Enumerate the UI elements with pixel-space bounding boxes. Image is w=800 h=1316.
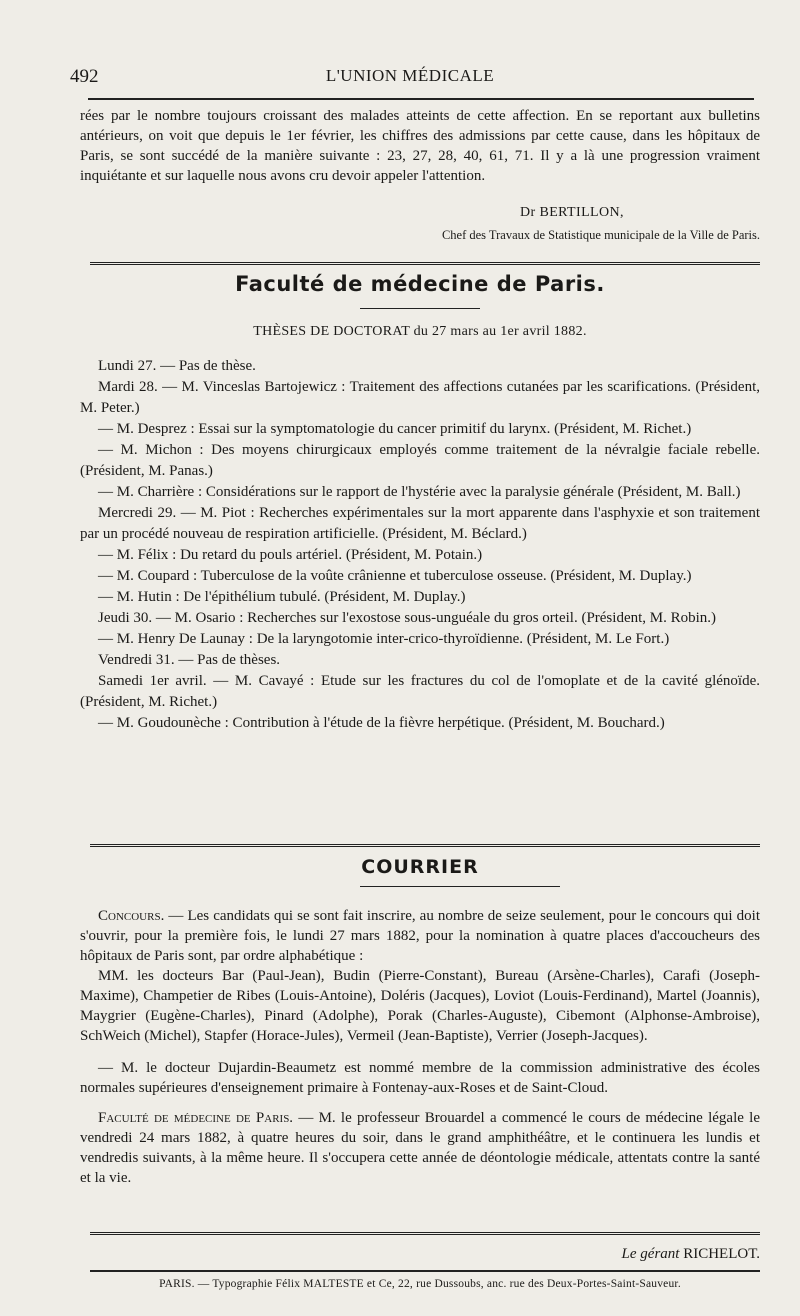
- page-header: [70, 66, 750, 94]
- courrier-block: [80, 906, 760, 1188]
- thesis-entry: — M. Desprez : Essai sur la symptomatologie du cancer primitif du larynx. (Président, M. Richet.): [98, 421, 692, 437]
- theses-list: [80, 356, 760, 734]
- thesis-entry: Jeudi 30. — M. Osario : Recherches sur l'exostose sous-unguéale du gros orteil. (Président, M. Robin.): [98, 610, 717, 626]
- faculte-course-text: — M. le professeur Brouardel a commencé le cours de médecine légale le vendredi 24 mars 1882, à quatre heures du soir, dans le grand amphithéâtre, et le continuera les lundis et vendredis suivants, à la même heure. Il s'occupera cette année de déontologie médicale, attentats contre la santé et la vie.: [80, 1110, 760, 1186]
- thesis-entry: Lundi 27. — Pas de thèse.: [98, 358, 256, 374]
- thesis-entry: Vendredi 31. — Pas de thèses.: [98, 652, 281, 668]
- courrier-heading: COURRIER: [361, 856, 479, 878]
- concours-paragraph: [80, 906, 760, 966]
- dujardin-paragraph: — M. le docteur Dujardin-Beaumetz est nommé membre de la commission administrative des écoles normales supérieures d'enseignement primaire à Fontenay-aux-Roses et de Saint-Cloud.: [80, 1060, 760, 1096]
- footer-rule: [90, 1270, 760, 1272]
- faculte-heading: Faculté de médecine de Paris.: [235, 272, 605, 296]
- gerant-name: RICHELOT.: [683, 1246, 760, 1262]
- faculte-label: Faculté de médecine de Paris.: [98, 1110, 294, 1126]
- page-number: 492: [70, 66, 99, 87]
- printer-imprint: PARIS. — Typographie Félix MALTESTE et Ce, 22, rue Dussoubs, anc. rue des Deux-Portes-Saint-Sauveur.: [159, 1278, 681, 1290]
- thesis-entry: — M. Hutin : De l'épithélium tubulé. (Président, M. Duplay.): [98, 589, 466, 605]
- gerant-signature: [420, 1246, 760, 1263]
- thesis-entry: — M. Coupard : Tuberculose de la voûte crânienne et tuberculose osseuse. (Président, M. Duplay.): [98, 568, 692, 584]
- thesis-entry: — M. Charrière : Considérations sur le rapport de l'hystérie avec la paralysie générale (Président, M. Ball.): [98, 484, 741, 500]
- gerant-label: Le gérant: [621, 1246, 680, 1262]
- signature-title: Chef des Travaux de Statistique municipale de la Ville de Paris.: [441, 228, 760, 242]
- thesis-entry: Mardi 28. — M. Vinceslas Bartojewicz : Traitement des affections cutanées par les scarifications. (Président, M. Peter.): [80, 379, 760, 416]
- concours-text: — Les candidats qui se sont fait inscrire, au nombre de seize seulement, pour le concours qui doit s'ouvrir, pour la première fois, le lundi 27 mars 1882, pour la nomination à quatre places d'accoucheurs des hôpitaux de Paris sont, par ordre alphabétique :: [80, 908, 760, 964]
- section-double-rule: [90, 844, 760, 847]
- section-double-rule: [90, 262, 760, 265]
- thesis-entry: — M. Félix : Du retard du pouls artériel. (Président, M. Potain.): [98, 547, 483, 563]
- signature-name: Dr BERTILLON,: [520, 205, 624, 220]
- heading-underline: [360, 308, 480, 309]
- heading-underline: [360, 886, 560, 887]
- thesis-entry: — M. Goudounèche : Contribution à l'étude de la fièvre herpétique. (Président, M. Bouchard.): [98, 715, 665, 731]
- journal-title: L'UNION MÉDICALE: [325, 66, 495, 85]
- intro-paragraph: rées par le nombre toujours croissant des malades atteints de cette affection. En se reportant aux bulletins antérieurs, on voit que depuis le 1er février, les chiffres des admissions par cette cause, dans les hôpitaux de Paris, se sont succédé de la manière suivante : 23, 27, 28, 40, 61, 71. Il y a là une progression vraiment inquiétante et sur laquelle nous avons cru devoir appeler l'attention.: [80, 108, 760, 184]
- candidates-paragraph: MM. les docteurs Bar (Paul-Jean), Budin (Pierre-Constant), Bureau (Arsène-Charles), Carafi (Joseph-Maxime), Champetier de Ribes (Louis-Antoine), Doléris (Jacques), Loviot (Louis-Ferdinand), Martel (Joannis), Maygrier (Eugène-Charles), Pinard (Adolphe), Porak (Charles-Auguste), Cibemont (Alphonse-Ambroise), SchWeich (Michel), Stapfer (Horace-Jules), Vermeil (Jean-Baptiste), Verrier (Joseph-Jacques).: [80, 968, 760, 1044]
- thesis-entry: Samedi 1er avril. — M. Cavayé : Etude sur les fractures du col de l'omoplate et de la cavité glénoïde. (Président, M. Richet.): [80, 673, 760, 710]
- thesis-entry: — M. Michon : Des moyens chirurgicaux employés comme traitement de la névralgie faciale rebelle. (Président, M. Panas.): [80, 442, 760, 479]
- header-rule: [88, 98, 754, 100]
- thesis-entry: Mercredi 29. — M. Piot : Recherches expérimentales sur la mort apparente dans l'asphyxie et son traitement par un procédé nouveau de respiration artificielle. (Président, M. Béclard.): [80, 505, 760, 542]
- concours-label: Concours.: [98, 908, 165, 924]
- thesis-entry: — M. Henry De Launay : De la laryngotomie inter-crico-thyroïdienne. (Président, M. Le Fort.): [98, 631, 670, 647]
- closing-double-rule: [90, 1232, 760, 1235]
- faculte-course-paragraph: [80, 1108, 760, 1188]
- intro-paragraph-block: [80, 106, 760, 186]
- theses-subheading: THÈSES DE DOCTORAT du 27 mars au 1er avril 1882.: [253, 324, 587, 339]
